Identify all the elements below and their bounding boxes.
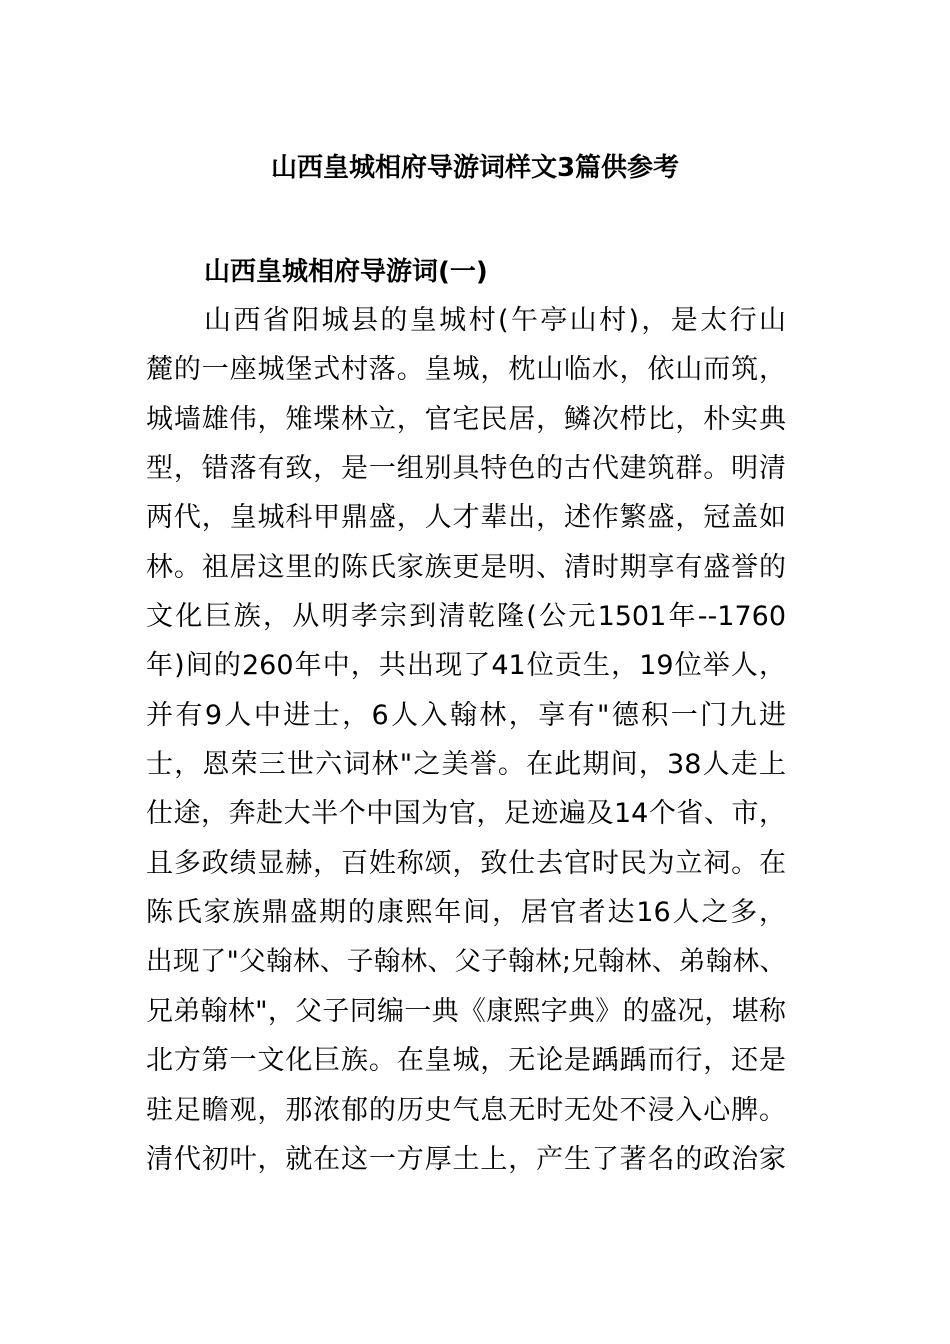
body-line: 城墙雄伟，雉堞林立，官宅民居，鳞次栉比，朴实典 bbox=[146, 403, 786, 435]
body-line: 清代初叶，就在这一方厚土上，产生了著名的政治家 bbox=[146, 1143, 786, 1175]
body-line: 陈氏家族鼎盛期的康熙年间，居官者达16人之多， bbox=[146, 897, 786, 929]
page-title: 山西皇城相府导游词样文3篇供参考 bbox=[270, 153, 680, 183]
body-line: 出现了"父翰林、子翰林、父子翰林;兄翰林、弟翰林、 bbox=[146, 946, 786, 978]
body-line: 两代，皇城科甲鼎盛，人才辈出，述作繁盛，冠盖如 bbox=[146, 502, 786, 534]
body-line: 并有9人中进士，6人入翰林，享有"德积一门九进 bbox=[146, 699, 786, 731]
body-line: 驻足瞻观，那浓郁的历史气息无时无处不浸入心脾。 bbox=[146, 1094, 786, 1126]
body-line: 林。祖居这里的陈氏家族更是明、清时期享有盛誉的 bbox=[146, 551, 786, 583]
body-line: 士，恩荣三世六词林"之美誉。在此期间，38人走上 bbox=[146, 749, 786, 781]
body-line: 北方第一文化巨族。在皇城，无论是踽踽而行，还是 bbox=[146, 1045, 786, 1077]
body-line: 麓的一座城堡式村落。皇城，枕山临水，依山而筑， bbox=[146, 354, 786, 386]
body-line: 且多政绩显赫，百姓称颂，致仕去官时民为立祠。在 bbox=[146, 847, 786, 879]
body-line: 兄弟翰林"，父子同编一典《康熙字典》的盛况，堪称 bbox=[146, 995, 786, 1027]
body-line: 文化巨族，从明孝宗到清乾隆(公元1501年--1760 bbox=[146, 601, 786, 633]
body-line: 年)间的260年中，共出现了41位贡生，19位举人， bbox=[146, 650, 786, 682]
body-paragraph bbox=[146, 296, 786, 1184]
body-line: 仕途，奔赴大半个中国为官，足迹遍及14个省、市， bbox=[146, 798, 786, 830]
body-line: 型，错落有致，是一组别具特色的古代建筑群。明清 bbox=[146, 453, 786, 485]
section-heading: 山西皇城相府导游词(一) bbox=[204, 257, 488, 287]
body-line: 山西省阳城县的皇城村(午亭山村)，是太行山 bbox=[204, 305, 786, 336]
